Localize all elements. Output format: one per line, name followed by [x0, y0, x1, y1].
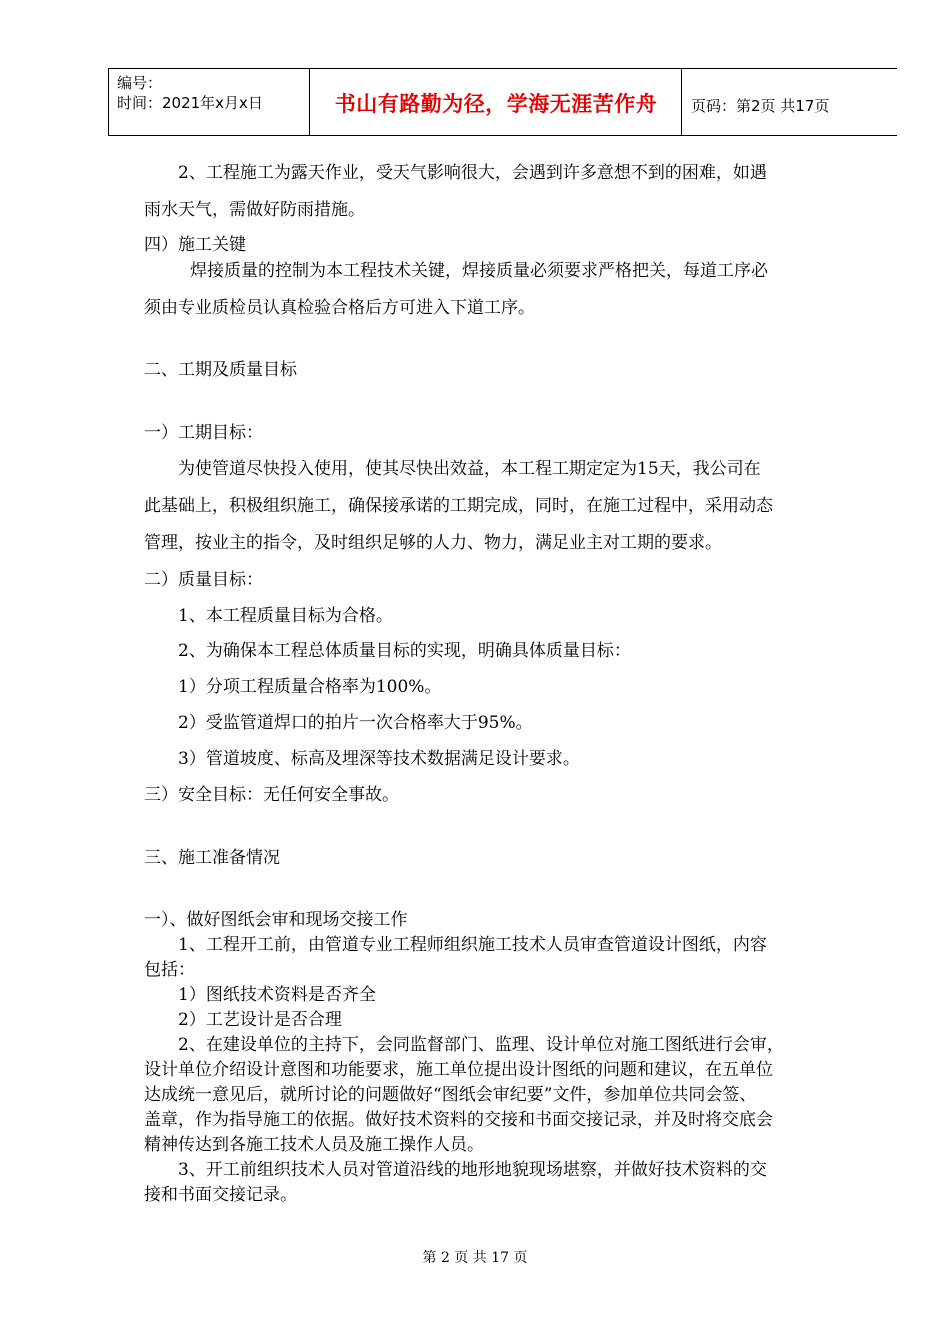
- header-left-border: [108, 68, 109, 136]
- paragraph-line: 雨水天气，需做好防雨措施。: [144, 200, 365, 220]
- list-item: 1、本工程质量目标为合格。: [178, 606, 393, 626]
- header-divider-2: [681, 68, 682, 136]
- paragraph-line: 接和书面交接记录。: [144, 1185, 297, 1205]
- subheading-key: 四）施工关键: [144, 235, 246, 255]
- list-item: 2、为确保本工程总体质量目标的实现，明确具体质量目标：: [178, 641, 631, 661]
- paragraph-line: 盖章，作为指导施工的依据。做好技术资料的交接和书面交接记录，并及时将交底会: [144, 1110, 773, 1130]
- paragraph-line: 精神传达到各施工技术人员及施工操作人员。: [144, 1135, 484, 1155]
- page-footer: 第 2 页 共 17 页: [422, 1250, 528, 1266]
- paragraph-line: 管理，按业主的指令，及时组织足够的人力、物力，满足业主对工期的要求。: [144, 533, 722, 553]
- paragraph-line: 须由专业质检员认真检验合格后方可进入下道工序。: [144, 298, 535, 318]
- subheading-schedule: 一）工期目标：: [144, 423, 263, 443]
- paragraph-line: 2、工程施工为露天作业，受天气影响很大，会遇到许多意想不到的困难，如遇: [178, 163, 767, 183]
- list-item: 1）图纸技术资料是否齐全: [178, 985, 376, 1005]
- subheading-quality: 二）质量目标：: [144, 570, 263, 590]
- header-number-label: 编号：: [117, 74, 163, 92]
- paragraph-line: 1、工程开工前，由管道专业工程师组织施工技术人员审查管道设计图纸，内容: [178, 935, 767, 955]
- header-divider-1: [309, 68, 310, 136]
- paragraph-line: 3、开工前组织技术人员对管道沿线的地形地貌现场堪察，并做好技术资料的交: [178, 1160, 767, 1180]
- paragraph-line: 达成统一意见后，就所讨论的问题做好“图纸会审纪要”文件，参加单位共同会签、: [144, 1085, 757, 1105]
- subheading-drawings: 一）、做好图纸会审和现场交接工作: [144, 910, 408, 930]
- list-item: 2）受监管道焊口的拍片一次合格率大于95%。: [178, 713, 533, 733]
- list-item: 1）分项工程质量合格率为100%。: [178, 677, 442, 697]
- list-item: 2）工艺设计是否合理: [178, 1010, 342, 1030]
- subheading-safety: 三）安全目标：无任何安全事故。: [144, 785, 399, 805]
- header-bottom-border: [108, 135, 897, 136]
- header-top-border: [108, 68, 897, 69]
- paragraph-line: 此基础上，积极组织施工，确保接承诺的工期完成，同时，在施工过程中，采用动态: [144, 496, 773, 516]
- list-item: 3）管道坡度、标高及埋深等技术数据满足设计要求。: [178, 749, 580, 769]
- paragraph-line: 包括：: [144, 960, 195, 980]
- header-page-info: 页码：第2页 共17页: [691, 97, 830, 115]
- paragraph-line: 2、在建设单位的主持下，会同监督部门、监理、设计单位对施工图纸进行会审，: [178, 1035, 784, 1055]
- section-heading-3: 三、施工准备情况: [144, 848, 280, 868]
- header-motto: 书山有路勤为径，学海无涯苦作舟: [334, 92, 658, 116]
- paragraph-line: 设计单位介绍设计意图和功能要求，施工单位提出设计图纸的问题和建议，在五单位: [144, 1060, 773, 1080]
- paragraph-line: 为使管道尽快投入使用，使其尽快出效益，本工程工期定定为15天，我公司在: [178, 459, 761, 479]
- paragraph-line: 焊接质量的控制为本工程技术关键，焊接质量必须要求严格把关，每道工序必: [190, 261, 768, 281]
- section-heading-2: 二、工期及质量目标: [144, 360, 297, 380]
- header-time-label: 时间：2021年x月x日: [117, 94, 263, 112]
